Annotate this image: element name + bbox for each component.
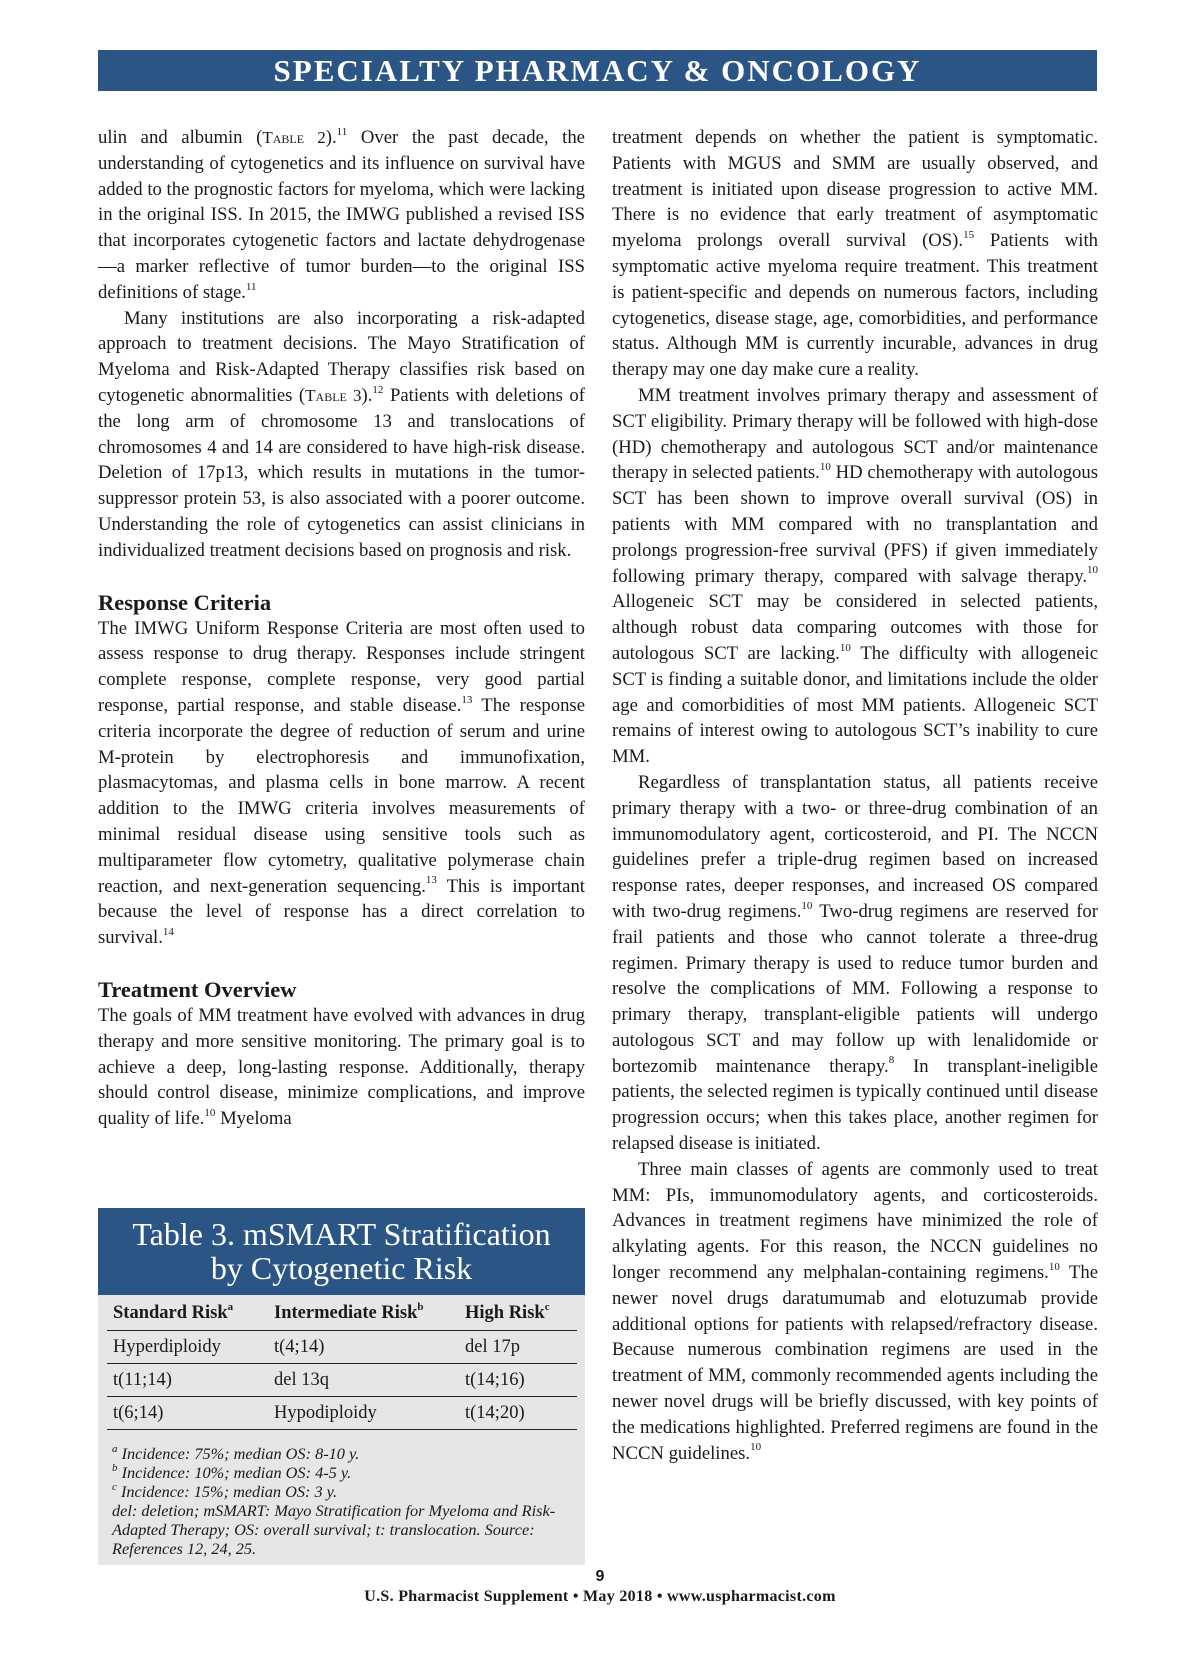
citation: 10 — [801, 899, 813, 912]
heading-response-criteria: Response Criteria — [98, 589, 272, 615]
col-header-high: High Risk$^c$ — [459, 1295, 577, 1331]
citation: 11 — [245, 280, 257, 293]
table-row — [107, 1364, 577, 1397]
left-column — [98, 125, 585, 1132]
citation: 10 — [204, 1106, 216, 1119]
paragraph: MM treatment involves primary therapy and assessment of SCT eligibility. Primary therapy will be followed with high-dose (HD) chemotherapy and autologous SCT and/or maintenance therapy in selected patients.$^{10}$ HD chemotherapy with autologous SCT has been shown to improve overall survival (OS) in patients with MM compared with no transplantation and prolongs progression-free survival (PFS) if given immediately following primary therapy, compared with salvage therapy.$^{10}$ Allogeneic SCT may be considered in selected patients, although robust data comparing outcomes with those for autologous SCT are lacking.$^{10}$ The difficulty with allogeneic SCT is finding a suitable donor, and limitations include the older age and comorbidities of most MM patients. Allogeneic SCT remains of interest owing to autologous SCT’s inability to cure MM. — [612, 384, 1099, 768]
table-cell: del 17p — [459, 1331, 577, 1364]
table-3-box — [98, 1208, 585, 1565]
table-cell: t(14;20) — [459, 1397, 577, 1430]
footnote: $^b$ Incidence: 10%; median OS: 4-5 y. — [112, 1461, 352, 1482]
table-cell: Hyperdiploidy — [107, 1331, 268, 1364]
heading-treatment-overview: Treatment Overview — [98, 976, 297, 1002]
footnote: $^a$ Incidence: 75%; median OS: 8-10 y. — [112, 1442, 360, 1463]
section-header: SPECIALTY PHARMACY & ONCOLOGY — [98, 50, 1097, 91]
paragraph: Many institutions are also incorporating a risk-adapted approach to treatment decisions. The Mayo Stratification of Myeloma and Risk-Adapted Therapy classifies risk based on cytogenetic abnormalities (Table 3).$^{12}$ Patients with deletions of the long arm of chromosome 13 and translocations of chromosomes 4 and 14 are considered to have high-risk disease. Deletion of 17p13, which results in mutations in the tumor-suppressor protein 53, is also associated with a poorer outcome. Understanding the role of cytogenetics can assist clinicians in individualized treatment decisions based on prognosis and risk. — [98, 307, 585, 561]
paragraph: Three main classes of agents are commonly used to treat MM: PIs, immunomodulatory agents, and corticosteroids. Advances in treatment regimens have minimized the role of alkylating agents. For this reason, the NCCN guidelines no longer recommend any melphalan-containing regimens.$^{10}$ The newer novel drugs daratumumab and elotuzumab provide additional options for patients with relapsed/refractory disease. Because numerous combination regimens are used in the treatment of MM, commonly recommended agents including the newer novel drugs will be briefly discussed, with key points of the medications highlighted. Preferred regimens are found in the NCCN guidelines.$^{10}$ — [612, 1158, 1099, 1464]
citation: 10 — [1087, 564, 1098, 577]
footnote-abbreviations: del: deletion; mSMART: Mayo Stratification for Myeloma and Risk-Adapted Therapy; OS: overall survival; t: translocation. Source: References 12, 24, 25. — [112, 1501, 556, 1558]
paragraph: treatment depends on whether the patient is symptomatic. Patients with MGUS and SMM are usually observed, and treatment is initiated upon disease progression to active MM. There is no evidence that early treatment of asymptomatic myeloma prolongs overall survival (OS).$^{15}$ Patients with symptomatic active myeloma require treatment. This treatment is patient-specific and depends on numerous factors, including cytogenetics, disease stage, age, comorbidities, and performance status. Although MM is currently incurable, advances in drug therapy may one day make cure a reality. — [612, 127, 1098, 381]
table-row — [107, 1331, 577, 1364]
footnote: $^c$ Incidence: 15%; median OS: 3 y. — [112, 1480, 338, 1501]
citation: 13 — [461, 693, 473, 706]
citation: 10 — [839, 641, 851, 654]
table-footnotes — [112, 1444, 571, 1558]
table-cell: del 13q — [268, 1364, 459, 1397]
table-row — [107, 1397, 577, 1430]
citation: 11 — [336, 125, 348, 138]
page-number: 9 — [595, 1568, 605, 1585]
col-header-intermediate: Intermediate Risk$^b$ — [268, 1295, 459, 1331]
paragraph: Regardless of transplantation status, all patients receive primary therapy with a two- or three-drug combination of an immunomodulatory agent, corticosteroid, and PI. The NCCN guidelines prefer a triple-drug regimen based on increased response rates, deeper responses, and increased OS compared with two-drug regimens.$^{10}$ Two-drug regimens are reserved for frail patients and those who cannot tolerate a three-drug regimen. Primary therapy is used to reduce tumor burden and resolve the complications of MM. Following a response to primary therapy, transplant-eligible patients will undergo autologous SCT and may follow up with lenalidomide or bortezomib maintenance therapy.$^8$ In transplant-ineligible patients, the selected regimen is typically continued until disease progression occurs; when this takes place, another regimen for relapsed disease is initiated. — [612, 771, 1099, 1155]
citation: 14 — [162, 925, 174, 938]
col-header-standard: Standard Risk$^a$ — [107, 1295, 268, 1331]
citation: 15 — [963, 228, 975, 241]
table-cell: t(6;14) — [107, 1397, 268, 1430]
right-column — [612, 125, 1098, 1466]
table-cell: t(11;14) — [107, 1364, 268, 1397]
risk-table — [107, 1295, 577, 1430]
paragraph: The IMWG Uniform Response Criteria are most often used to assess response to drug therapy. Responses include stringent complete response, complete response, very good partial response, partial response, and stable disease.$^{13}$ The response criteria incorporate the degree of reduction of serum and urine M-protein by electrophoresis and immunofixation, plasmacytomas, and plasma cells in bone marrow. A recent addition to the IMWG criteria involves measurements of minimal residual disease using sensitive tools such as multiparameter flow cytometry, qualitative polymerase chain reaction, and next-generation sequencing.$^{13}$ This is important because the level of response has a direct correlation to survival.$^{14}$ — [98, 617, 586, 949]
citation: 10 — [750, 1441, 762, 1454]
table-reference: Table 2 — [262, 128, 326, 147]
table-cell: t(14;16) — [459, 1364, 577, 1397]
citation: 10 — [819, 461, 831, 474]
citation: 12 — [372, 383, 384, 396]
table-header-row — [107, 1295, 577, 1331]
table-cell: Hypodiploidy — [268, 1397, 459, 1430]
citation: 13 — [425, 874, 437, 887]
paragraph: The goals of MM treatment have evolved with advances in drug therapy and more sensitive monitoring. The primary goal is to achieve a deep, long-lasting response. Additionally, therapy should control disease, minimize complications, and improve quality of life.$^{10}$ Myeloma — [98, 1004, 585, 1130]
paragraph: ulin and albumin (Table 2).$^{11}$ Over the past decade, the understanding of cytogenetics and its influence on survival have added to the prognostic factors for myeloma, which were lacking in the original ISS. In 2015, the IMWG published a revised ISS that incorporates cytogenetic factors and lactate dehydrogenase—a marker reflective of tumor burden—to the original ISS definitions of stage.$^{11}$ — [98, 125, 585, 303]
table-cell: t(4;14) — [268, 1331, 459, 1364]
citation: 10 — [1048, 1260, 1060, 1273]
citation: 8 — [888, 1054, 895, 1067]
table-title: Table 3. mSMART Stratification by Cytogenetic Risk — [98, 1208, 585, 1295]
page-footer: U.S. Pharmacist Supplement • May 2018 • www.uspharmacist.com — [364, 1588, 836, 1605]
table-reference: Table 3 — [305, 385, 362, 405]
